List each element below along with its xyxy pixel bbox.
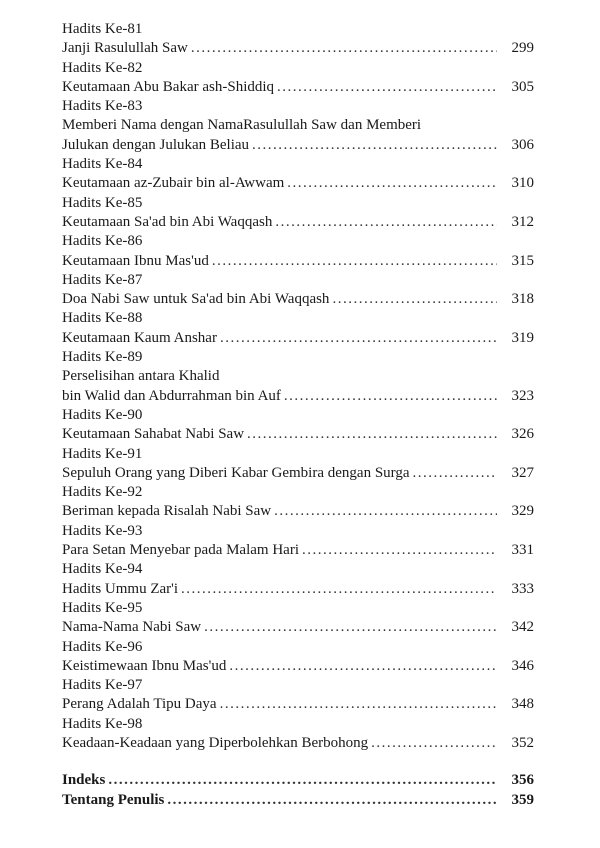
page-number: 327 [511,464,534,481]
hadith-number: Hadits Ke-93 [62,522,143,539]
toc-entry[interactable] [62,78,534,97]
page-number: 352 [511,734,534,751]
toc-entry[interactable] [62,734,534,753]
section-title: Indeks [62,772,106,789]
toc-entry-index[interactable] [62,771,534,790]
hadith-number: Hadits Ke-83 [62,98,143,115]
hadith-number: Hadits Ke-92 [62,484,143,501]
dot-leader [212,252,497,271]
toc-entry[interactable] [62,387,534,406]
chapter-title-line: Perselisihan antara Khalid [62,368,220,385]
page-number: 326 [511,426,534,443]
chapter-title-line: Memberi Nama dengan NamaRasulullah Saw dan Memberi [62,117,422,134]
hadith-number: Hadits Ke-85 [62,194,143,211]
page-number: 331 [511,542,534,559]
page-number: 315 [511,252,534,269]
toc-entry[interactable] [62,541,534,560]
toc-entry[interactable] [62,136,534,155]
page-number: 329 [511,503,534,520]
page-number: 342 [511,619,534,636]
chapter-title: Keutamaan Sa'ad bin Abi Waqqash [62,213,273,230]
page-number: 310 [511,175,534,192]
chapter-title: Keutamaan az-Zubair bin al-Awwam [62,175,285,192]
chapter-title: Keutamaan Kaum Anshar [62,329,217,346]
page-number: 306 [511,136,534,153]
chapter-title: Beriman kepada Risalah Nabi Saw [62,503,272,520]
toc-entry[interactable] [62,290,534,309]
chapter-title: Keutamaan Sahabat Nabi Saw [62,426,245,443]
chapter-title: Nama-Nama Nabi Saw [62,619,202,636]
hadith-number: Hadits Ke-81 [62,21,143,37]
hadith-number: Hadits Ke-98 [62,715,143,732]
toc-entry[interactable] [62,502,534,521]
chapter-title: bin Walid dan Abdurrahman bin Auf [62,387,281,404]
chapter-title: Perang Adalah Tipu Daya [62,696,217,713]
toc-entry[interactable] [62,580,534,599]
chapter-title: Sepuluh Orang yang Diberi Kabar Gembira dengan Surga [62,464,410,481]
toc-entry[interactable] [62,213,534,232]
dot-leader [229,657,497,676]
page-number: 359 [511,791,534,808]
hadith-number: Hadits Ke-96 [62,638,143,655]
toc-entry[interactable] [62,329,534,348]
dot-leader [371,734,497,753]
hadith-number: Hadits Ke-91 [62,445,143,462]
table-of-contents [62,20,534,810]
chapter-title: Julukan dengan Julukan Beliau [62,136,250,153]
hadith-number: Hadits Ke-89 [62,349,143,366]
hadith-number: Hadits Ke-86 [62,233,143,250]
dot-leader [167,791,497,810]
dot-leader [220,695,497,714]
toc-entry[interactable] [62,174,534,193]
page-number: 299 [511,40,534,57]
page-number: 323 [511,387,534,404]
page-number: 305 [511,78,534,95]
dot-leader [252,136,497,155]
hadith-number: Hadits Ke-94 [62,561,143,578]
section-gap [62,753,534,771]
toc-entry[interactable] [62,695,534,714]
page-number: 346 [511,657,534,674]
dot-leader [302,541,497,560]
toc-entry[interactable] [62,464,534,483]
chapter-title: Keutamaan Ibnu Mas'ud [62,252,209,269]
toc-entry[interactable] [62,618,534,637]
chapter-title: Hadits Ummu Zar'i [62,580,179,597]
toc-entry[interactable] [62,39,534,58]
toc-entry[interactable] [62,252,534,271]
page-number: 348 [511,696,534,713]
dot-leader [332,290,497,309]
dot-leader [181,580,497,599]
chapter-title: Doa Nabi Saw untuk Sa'ad bin Abi Waqqash [62,291,330,308]
page-number: 312 [511,213,534,230]
dot-leader [287,174,497,193]
hadith-number: Hadits Ke-97 [62,677,143,694]
chapter-title: Keistimewaan Ibnu Mas'ud [62,657,227,674]
section-title: Tentang Penulis [62,791,165,808]
chapter-title: Keutamaan Abu Bakar ash-Shiddiq [62,78,275,95]
hadith-number: Hadits Ke-95 [62,599,143,616]
chapter-title: Keadaan-Keadaan yang Diperbolehkan Berbohong [62,734,369,751]
dot-leader [191,39,497,58]
dot-leader [274,502,497,521]
hadith-number: Hadits Ke-87 [62,271,143,288]
chapter-title: Para Setan Menyebar pada Malam Hari [62,542,299,559]
page-number: 356 [511,772,534,789]
hadith-number: Hadits Ke-88 [62,310,143,327]
dot-leader [247,425,497,444]
toc-entry[interactable] [62,657,534,676]
hadith-number: Hadits Ke-82 [62,59,143,76]
hadith-number: Hadits Ke-90 [62,406,143,423]
toc-entry-about-author[interactable] [62,791,534,810]
dot-leader [220,329,497,348]
page-number: 318 [511,291,534,308]
hadith-number: Hadits Ke-84 [62,156,143,173]
page-number: 333 [511,580,534,597]
dot-leader [413,464,497,483]
chapter-title: Janji Rasulullah Saw [62,40,188,57]
dot-leader [275,213,497,232]
dot-leader [108,771,497,790]
page-number: 319 [511,329,534,346]
dot-leader [277,78,497,97]
dot-leader [284,387,497,406]
dot-leader [204,618,497,637]
toc-entry[interactable] [62,425,534,444]
